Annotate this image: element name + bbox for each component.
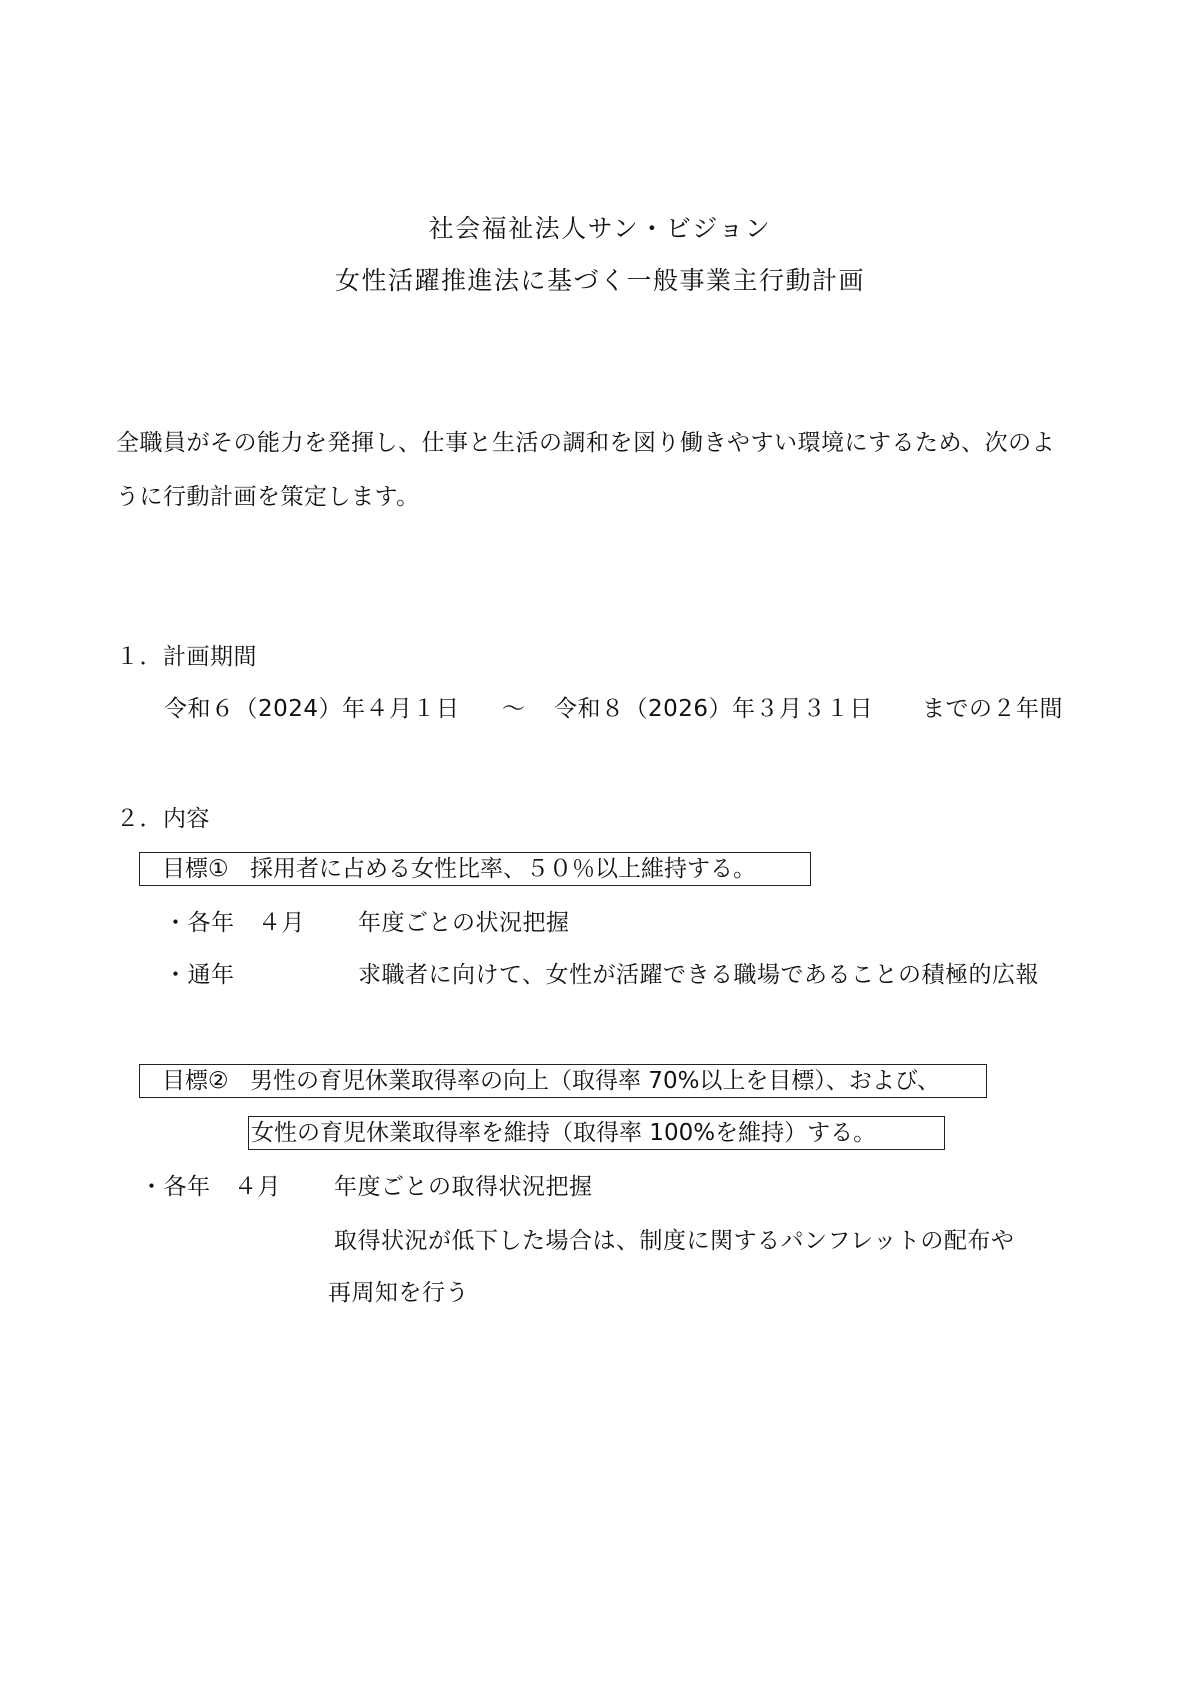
- intro-line-2: うに行動計画を策定します。: [116, 484, 420, 510]
- section1-heading: １．計画期間: [116, 644, 257, 670]
- period-start: 令和６（2024）年４月１日: [164, 696, 460, 722]
- org-title: 社会福祉法人サン・ビジョン: [428, 214, 772, 243]
- period-separator: ～: [502, 696, 526, 722]
- plan-title: 女性活躍推進法に基づく一般事業主行動計画: [334, 266, 865, 295]
- intro-line-1: 全職員がその能力を発揮し、仕事と生活の調和を図り働きやすい環境にするため、次のよ: [116, 430, 1056, 456]
- goal1-label: 目標①: [162, 856, 229, 882]
- goal2-item-1-action: 年度ごとの取得状況把握: [334, 1174, 593, 1200]
- goal2-text-line1: 男性の育児休業取得率の向上（取得率 70%以上を目標）、および、: [250, 1068, 941, 1094]
- goal2-box-line1: [139, 1064, 987, 1098]
- goal1-item-2-action: 求職者に向けて、女性が活躍できる職場であることの積極的広報: [358, 962, 1040, 988]
- goal2-label: 目標②: [162, 1068, 229, 1094]
- period-suffix: までの２年間: [922, 696, 1063, 722]
- period-end: 令和８（2026）年３月３１日: [554, 696, 874, 722]
- goal2-item-1-timing: ・各年 ４月: [140, 1174, 281, 1200]
- goal2-box-line2: [248, 1116, 945, 1150]
- goal1-text: 採用者に占める女性比率、５０％以上維持する。: [250, 856, 756, 882]
- goal2-text-line2: 女性の育児休業取得率を維持（取得率 100%を維持）する。: [251, 1120, 877, 1146]
- goal2-note-line-1: 取得状況が低下した場合は、制度に関するパンフレットの配布や: [334, 1228, 1015, 1254]
- goal1-item-1-timing: ・各年 ４月: [164, 910, 305, 936]
- goal1-item-2-timing: ・通年: [164, 962, 235, 988]
- goal2-note-line-2: 再周知を行う: [328, 1280, 469, 1306]
- goal1-box: [139, 852, 811, 886]
- goal1-item-1-action: 年度ごとの状況把握: [358, 910, 570, 936]
- section2-heading: ２．内容: [116, 806, 210, 832]
